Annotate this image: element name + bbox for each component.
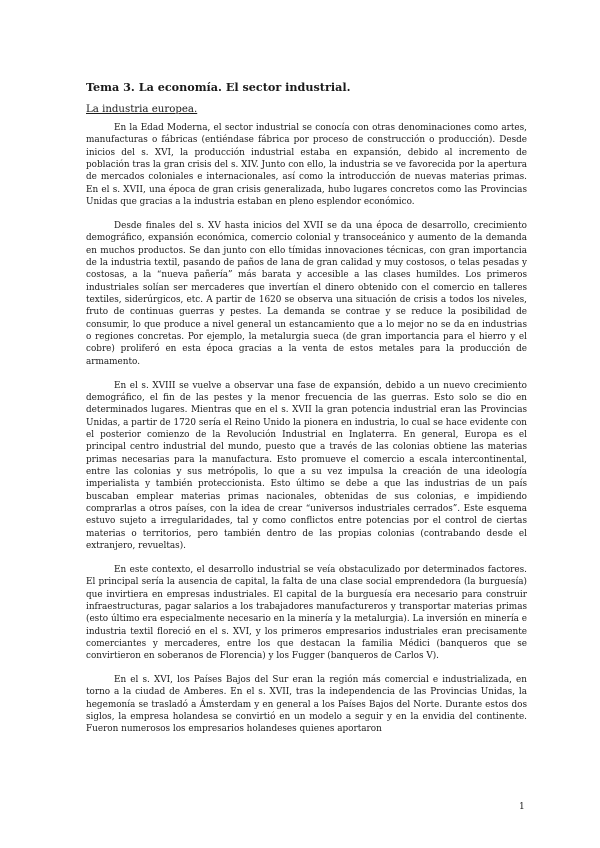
- document-body: [86, 80, 527, 747]
- section-heading: La industria europea.: [86, 104, 198, 115]
- page-number: 1: [519, 802, 525, 812]
- paragraph-1: En la Edad Moderna, el sector industrial se conocía con otras denominaciones como artes, manufacturas o fábricas (entiéndase fábrica por proceso de construcción o producción). Desde inicios del s. XVI, la producción industrial estaba en expansión, debido al incremento de población tras la gran crisis del s. XIV. Junto con ello, la industria se ve favorecida por la apertura de mercados coloniales e internacionales, así como la introducción de nuevas materias primas. En el s. XVII, una época de gran crisis generalizada, hubo lugares concretos como las Provincias Unidas que gracias a la industria estaban en pleno esplendor económico.: [86, 123, 527, 208]
- paragraph-2: Desde finales del s. XV hasta inicios del XVII se da una época de desarrollo, crecimiento demográfico, expansión económica, comercio colonial y transoceánico y aumento de la demanda en muchos productos. Se dan junto con ello tímidas innovaciones técnicas, con gran importancia de la industria textil, pasando de paños de lana de gran calidad y muy costosos, o telas pesadas y costosas, a la “nueva pañería” más barata y accesible a las clases humildes. Los primeros industriales solían ser mercaderes que invertían el dinero obtenido con el comercio en talleres textiles, siderúrgicos, etc. A partir de 1620 se observa una situación de crisis a todos los niveles, fruto de continuas guerras y pestes. La demanda se contrae y se reduce la posibilidad de consumir, lo que produce a nivel general un estancamiento que a lo mejor no se da en industrias o regiones concretas. Por ejemplo, la metalurgia sueca (de gran importancia para el hierro y el cobre) proliferó en esta época gracias a la venta de estos metales para la producción de armamento.: [86, 220, 527, 367]
- paragraph-4: En este contexto, el desarrollo industrial se veía obstaculizado por determinados factores. El principal sería la ausencia de capital, la falta de una clase social emprendedora (la burguesía) que invirtiera en empresas industriales. El capital de la burguesía era necesario para construir infraestructuras, pagar salarios a los trabajadores manufactureros y transportar materias primas (esto último era especialmente necesario en la minería y la metalurgia). La inversión en minería e industria textil floreció en el s. XVI, y los primeros empresarios industriales eran precisamente comerciantes y mercaderes, entre los que destacan la familia Médici (banqueros que se convirtieron en soberanos de Florencia) y los Fugger (banqueros de Carlos V).: [86, 564, 527, 662]
- paragraph-3: En el s. XVIII se vuelve a observar una fase de expansión, debido a un nuevo crecimiento demográfico, el fin de las pestes y la menor frecuencia de las guerras. Esto solo se dio en determinados lugares. Mientras que en el s. XVII la gran potencia industrial eran las Provincias Unidas, a partir de 1720 sería el Reino Unido la pionera en industria, lo cual se hace evidente con el posterior comienzo de la Revolución Industrial en Inglaterra. En general, Europa es el principal centro industrial del mundo, puesto que a través de las colonias obtiene las materias primas necesarias para la manufactura. Esto promueve el comercio a escala intercontinental, entre las colonias y sus metrópolis, lo que a su vez impulsa la creación de una ideología imperialista y también proteccionista. Esto último se debe a que las industrias de un país buscaban emplear materias primas nacionales, obtenidas de sus colonias, e impidiendo comprarlas a otros países, con la idea de crear “universos industriales cerrados”. Este esquema estuvo sujeto a irregularidades, tal y como conflictos entre potencias por el control de ciertas materias o territorios, pero también dentro de las propias colonias (contrabando desde el extranjero, revueltas).: [86, 380, 527, 551]
- document-title: Tema 3. La economía. El sector industrial.: [86, 80, 351, 94]
- paragraph-5: En el s. XVI, los Países Bajos del Sur eran la región más comercial e industrializada, en torno a la ciudad de Amberes. En el s. XVII, tras la independencia de las Provincias Unidas, la hegemonía se trasladó a Ámsterdam y en general a los Países Bajos del Norte. Durante estos dos siglos, la empresa holandesa se convirtió en un modelo a seguir y en la envidia del continente. Fueron numerosos los empresarios holandeses quienes aportaron: [86, 675, 527, 735]
